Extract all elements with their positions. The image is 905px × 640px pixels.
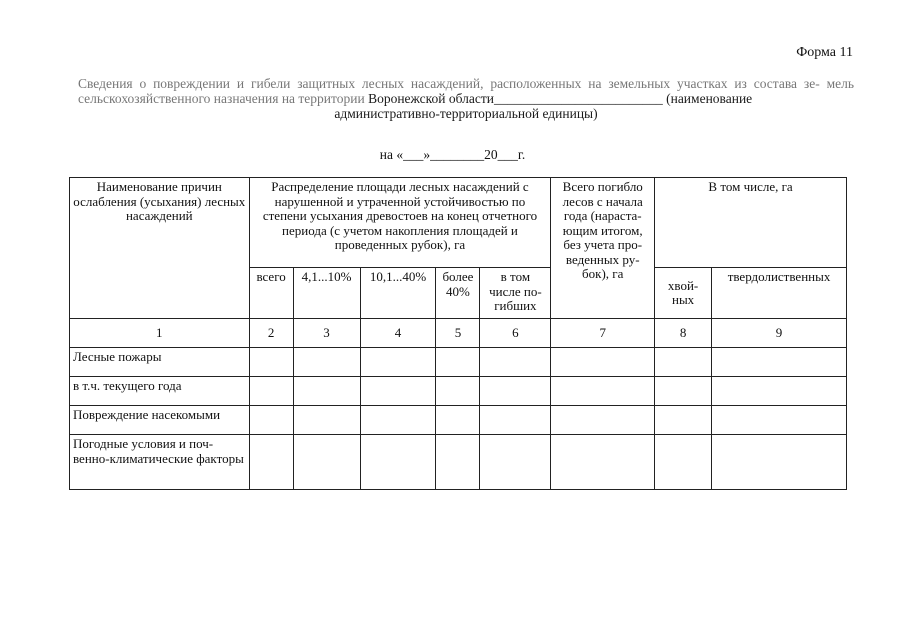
empty-cell: [551, 377, 655, 406]
column-number: 9: [712, 319, 847, 348]
column-number: 5: [436, 319, 480, 348]
empty-cell: [655, 406, 712, 435]
table-row: [70, 377, 847, 406]
form-number-label: Форма 11: [796, 45, 853, 60]
subheader-coniferous: хвой-ных: [655, 268, 712, 319]
subheader-4-10: 4,1...10%: [293, 268, 360, 319]
empty-cell: [480, 406, 551, 435]
row-label-forest-fires: Лесные пожары: [70, 348, 250, 377]
empty-cell: [293, 377, 360, 406]
empty-cell: [249, 377, 293, 406]
empty-cell: [712, 435, 847, 490]
column-number: 6: [480, 319, 551, 348]
title-line-1: Сведения о повреждении и гибели защитных лесных насаждений, расположенных на земельных участках из состава зе-: [78, 76, 820, 91]
column-number: 4: [360, 319, 436, 348]
empty-cell: [360, 435, 436, 490]
report-date-line: на «___»________20___г.: [379, 147, 526, 162]
column-number: 7: [551, 319, 655, 348]
empty-cell: [551, 348, 655, 377]
row-label-current-year: в т.ч. текущего года: [70, 377, 250, 406]
empty-cell: [480, 435, 551, 490]
empty-cell: [655, 377, 712, 406]
empty-cell: [712, 406, 847, 435]
subheader-hardwood: твердолиственных: [712, 268, 847, 319]
empty-cell: [360, 406, 436, 435]
table-row: [70, 435, 847, 490]
subheader-10-40: 10,1...40%: [360, 268, 436, 319]
empty-cell: [249, 348, 293, 377]
empty-cell: [293, 348, 360, 377]
subheader-perished: в том числе по-гибших: [480, 268, 551, 319]
empty-cell: [436, 348, 480, 377]
empty-cell: [712, 377, 847, 406]
table-row: [70, 348, 847, 377]
empty-cell: [360, 377, 436, 406]
title-line-3: административно-территориальной единицы): [334, 106, 598, 121]
column-number: 2: [249, 319, 293, 348]
document-title: [78, 76, 854, 121]
empty-cell: [480, 377, 551, 406]
column-number: 1: [70, 319, 250, 348]
title-line-2: мель сельскохозяйственного назначения на территории: [78, 76, 855, 106]
row-label-insect-damage: Повреждение насекомыми: [70, 406, 250, 435]
empty-cell: [293, 435, 360, 490]
title-region: Воронежской области_________________________ (наименование: [368, 91, 753, 106]
empty-cell: [436, 377, 480, 406]
row-label-weather-climate: Погодные условия и поч-венно-климатические факторы: [70, 435, 250, 490]
subheader-total: всего: [249, 268, 293, 319]
empty-cell: [436, 406, 480, 435]
header-including: В том числе, га: [655, 178, 847, 268]
empty-cell: [293, 406, 360, 435]
empty-cell: [480, 348, 551, 377]
empty-cell: [551, 435, 655, 490]
table-row: [70, 406, 847, 435]
header-cause-name: Наименование причин ослабления (усыхания) лесных насаждений: [70, 178, 250, 319]
empty-cell: [655, 348, 712, 377]
header-total-perished: Всего погибло лесов с начала года (нараста-ющим итогом, без учета про-веденных ру-бок), га: [551, 178, 655, 319]
empty-cell: [551, 406, 655, 435]
subheader-over-40: более 40%: [436, 268, 480, 319]
empty-cell: [436, 435, 480, 490]
report-table: [69, 177, 847, 490]
column-number: 8: [655, 319, 712, 348]
column-number: 3: [293, 319, 360, 348]
header-area-distribution: Распределение площади лесных насаждений с нарушенной и утраченной устойчивостью по степени усыхания древостоев на конец отчетного периода (с учетом накопления площадей и проведенных рубок), га: [249, 178, 551, 268]
empty-cell: [249, 435, 293, 490]
empty-cell: [712, 348, 847, 377]
empty-cell: [655, 435, 712, 490]
empty-cell: [249, 406, 293, 435]
empty-cell: [360, 348, 436, 377]
